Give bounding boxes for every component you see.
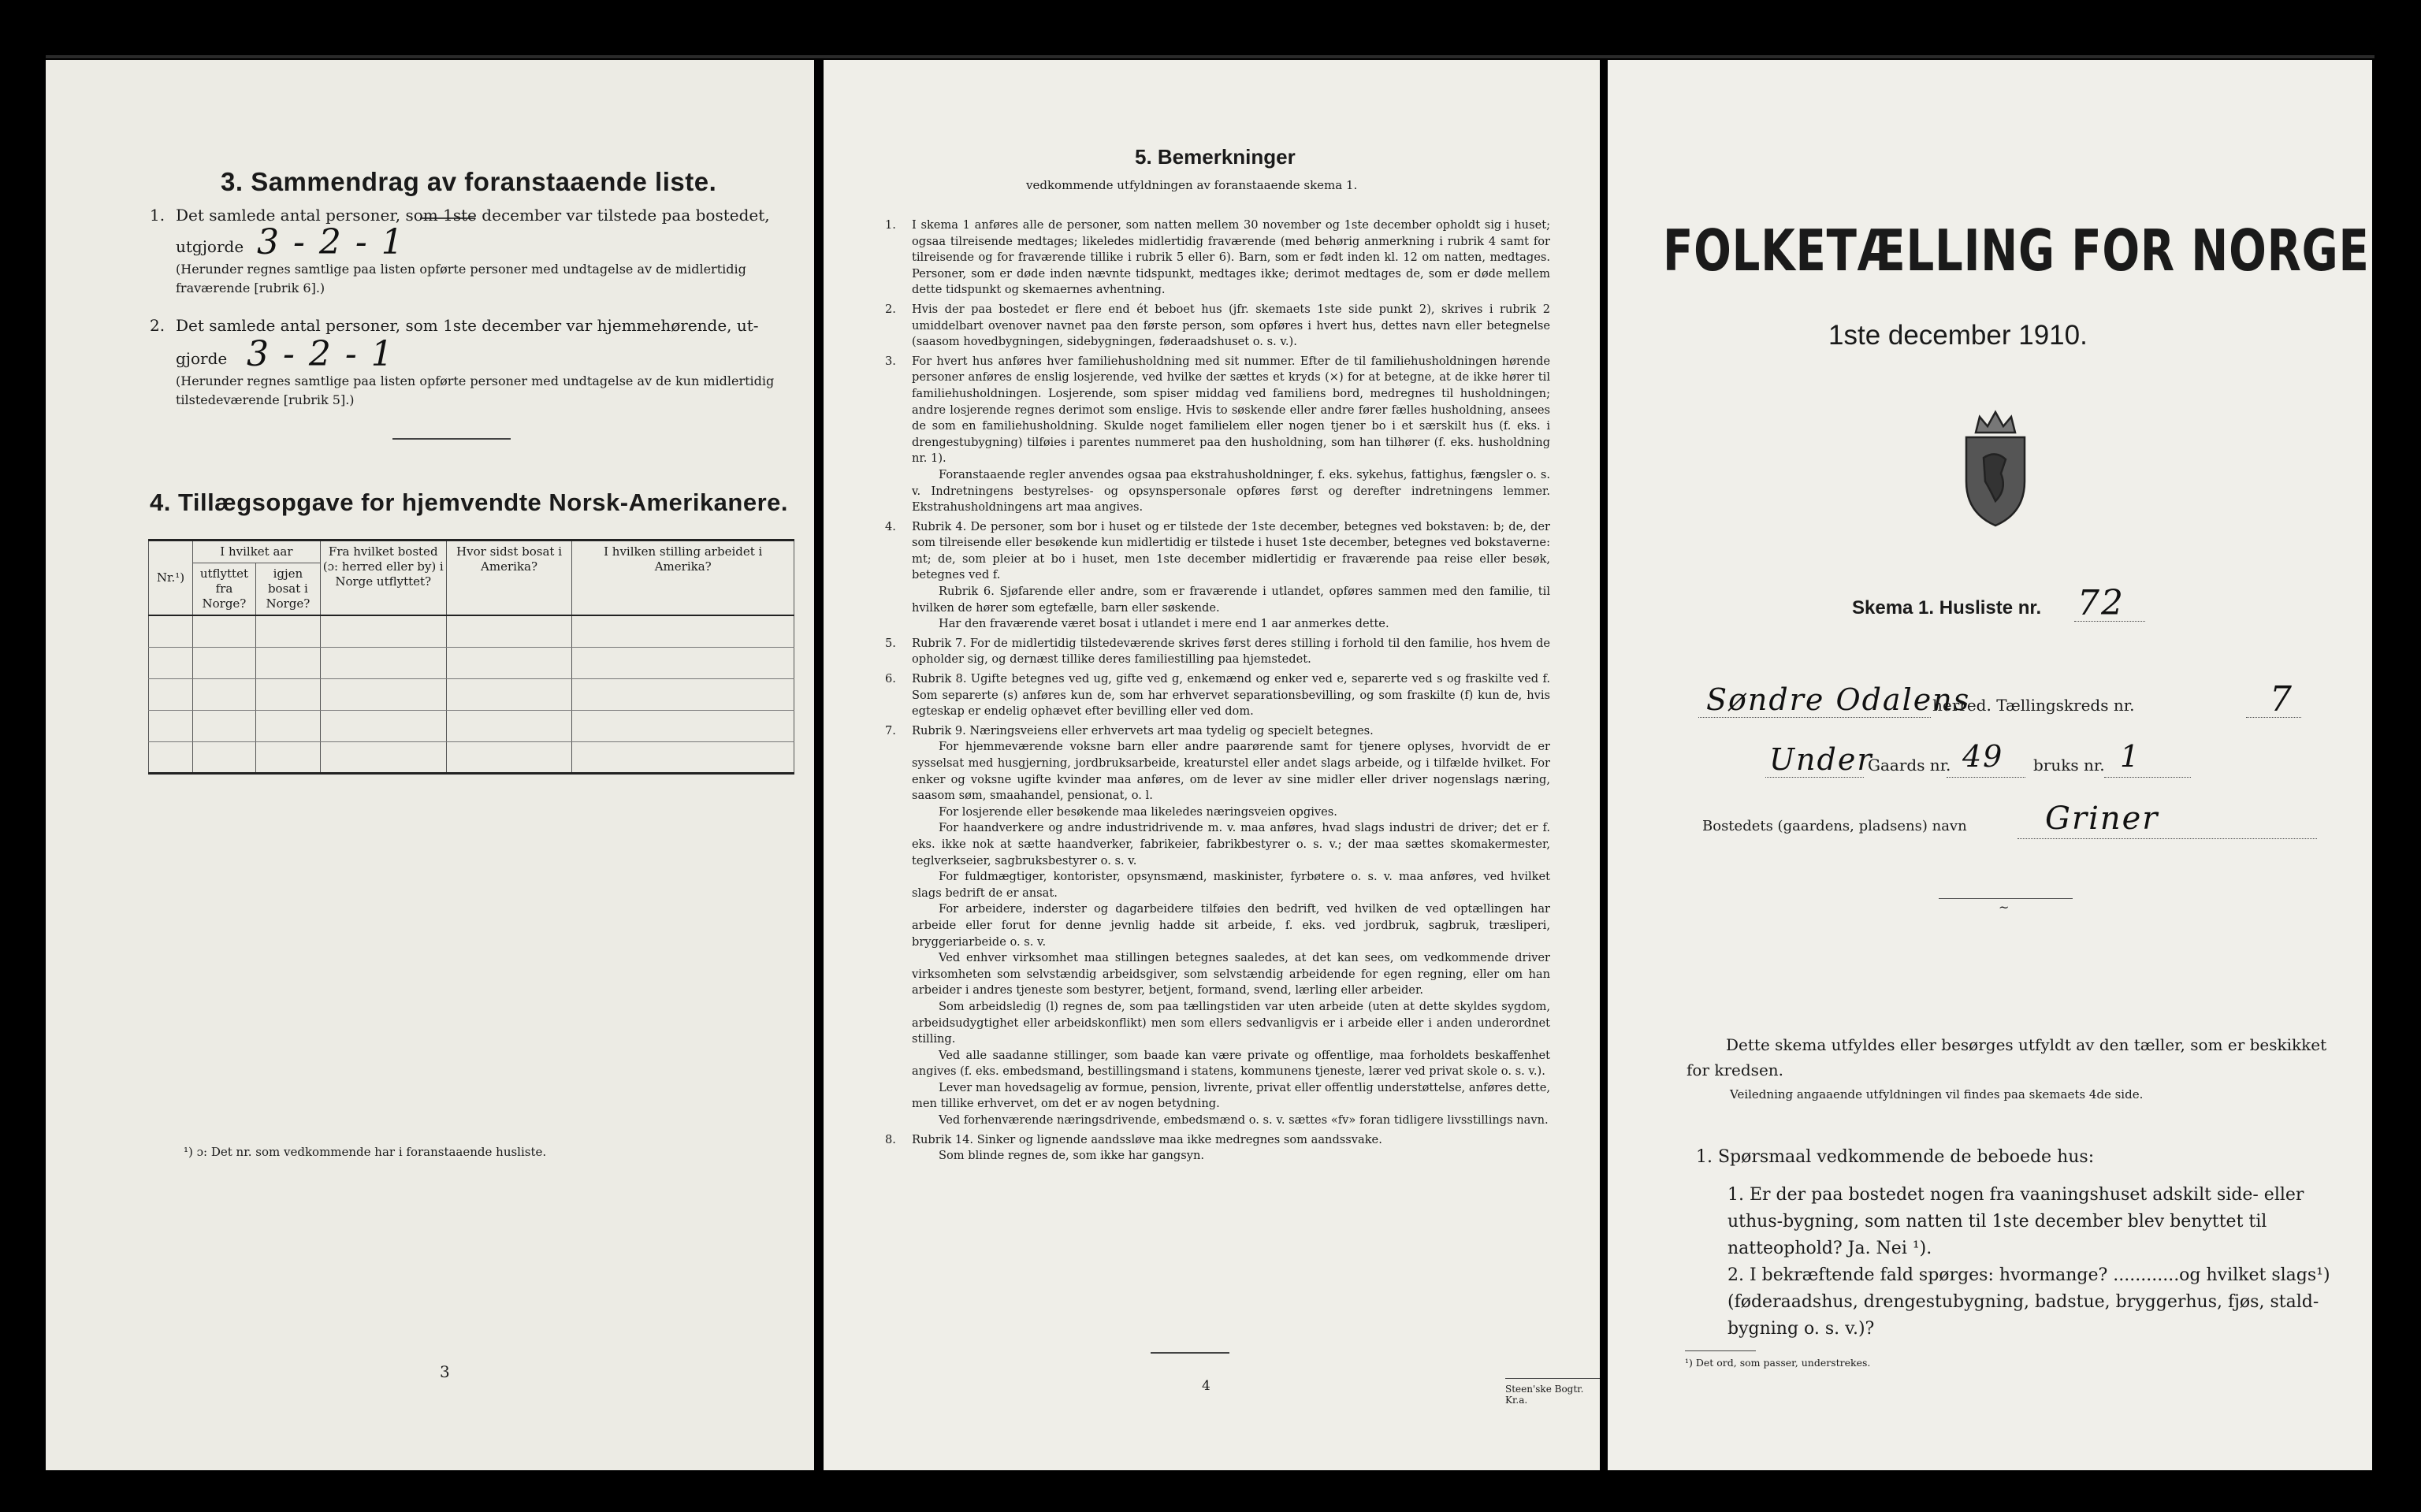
remark-item (885, 354, 1550, 467)
remark-item (885, 519, 1550, 584)
remark-text: For fuldmægtiger, kontorister, opsynsmænd, maskinister, fyrbøtere o. s. v. maa anføres, ved hvilket slags bedrift de er ansat. (912, 870, 1550, 900)
remark-text: Ved forhenværende næringsdrivende, embedsmænd o. s. v. sættes «fv» foran tidligere livsstillings navn. (939, 1113, 1549, 1127)
question-2: 2. I bekræftende fald spørges: hvormange? ............og hvilket slags¹) (føderaadshus, drengestubygning, badstue, bryggerhus, fjøs, stald-bygning o. s. v.)? (1727, 1265, 2330, 1339)
remark-number: 5. (885, 636, 896, 650)
bosted-label: Bostedets (gaardens, pladsens) navn (1702, 818, 1967, 834)
col-sidst-bosat: Hvor sidst bosat i Amerika? (446, 541, 572, 616)
page-right (1608, 60, 2372, 1470)
item2-gjorde: gjorde (176, 349, 228, 368)
husliste-number: 72 (2077, 583, 2125, 623)
remark-item (912, 869, 1550, 901)
top-edge-line (46, 55, 2375, 58)
remark-number: 4. (885, 519, 896, 533)
item1-note: (Herunder regnes samtlige paa listen opførte personer med undtagelse av de midlertidig fraværende [rubrik 6].) (176, 262, 746, 295)
item2-text: Det samlede antal personer, som 1ste december var hjemmehørende, ut- (176, 316, 759, 335)
bruks-number: 1 (2120, 739, 2141, 774)
remark-item (912, 999, 1550, 1048)
remark-text: Rubrik 7. For de midlertidig tilstedeværende skrives først deres stilling i forhold til den familie, hos hvem de opholder sig, og dernæst tillike deres familiestilling paa hjemstedet. (912, 636, 1550, 667)
bosted-line (2018, 838, 2317, 839)
remark-number: 6. (885, 672, 896, 686)
gaards-line (1947, 777, 2025, 778)
question-1: 1. Er der paa bostedet nogen fra vaaningshuset adskilt side- eller uthus-bygning, som natten til 1ste december blev benyttet til natteophold? Ja. Nei ¹). (1727, 1185, 2304, 1258)
remark-item (912, 1048, 1550, 1080)
census-date: 1ste december 1910. (1828, 320, 2088, 351)
remark-text: I skema 1 anføres alle de personer, som natten mellem 30 november og 1ste december opholdt sig i huset; ogsaa tilreisende medtages; likeledes midlertidig fraværende (med behørig anmerkning i rubrik 4 samt for tilreisende og for fraværende tillike i rubrik 5 eller 6). Barn, som er født inden kl. 12 om natten, medtages. Personer, som er døde inden nævnte tidspunkt, medtages ikke; derimot medtages de, som er døde mellem dette tidspunkt og skemaernes avhentning. (912, 218, 1550, 297)
divider (1939, 898, 2073, 899)
herred-label: herred. Tællingskreds nr. (1932, 696, 2135, 715)
remark-item (912, 1113, 1550, 1129)
remarks-list (885, 217, 1550, 1165)
intro-text: Dette skema utfyldes eller besørges utfyldt av den tæller, som er beskikket for kredsen. (1687, 1035, 2327, 1079)
remark-item (885, 217, 1550, 299)
page-number: 3 (440, 1362, 450, 1381)
remark-item (885, 1132, 1550, 1149)
remark-item (885, 723, 1550, 740)
remark-item (885, 302, 1550, 351)
remark-item (912, 820, 1550, 869)
page-left (46, 60, 814, 1470)
remark-item (912, 739, 1550, 804)
remark-text: Ved enhver virksomhet maa stillingen betegnes saaledes, at det kan sees, om vedkommende driver virksomheten som selvstændig arbeidsgiver, som selvstændig arbeidende for egen regning, eller om han arbeider i andres tjeneste som bestyrer, betjent, formand, svend, lærling eller arbeider. (912, 951, 1550, 997)
gaards-number: 49 (1962, 739, 2004, 774)
remark-text: Som blinde regnes de, som ikke har gangsyn. (939, 1149, 1204, 1163)
remark-text: For haandverkere og andre industridrivende m. v. maa anføres, hvad slags industri de driver; det er f. eks. ikke nok at sætte haandverker, fabrikeier, fabrikbestyrer o. s. v.; der maa sættes skomakermester, teglverkseier, sagbruksbestyrer o. s. v. (912, 821, 1550, 867)
coat-of-arms-icon (1952, 403, 2039, 529)
main-title: FOLKETÆLLING FOR NORGE (1663, 217, 2370, 284)
table-row (149, 741, 794, 773)
remark-text: Rubrik 9. Næringsveiens eller erhvervets art maa tydelig og specielt betegnes. (912, 723, 1374, 737)
husliste-line (2074, 621, 2145, 622)
skema-label: Skema 1. Husliste nr. (1852, 597, 2042, 619)
kreds-number: 7 (2270, 679, 2293, 719)
table-row (149, 647, 794, 678)
remark-item (912, 901, 1550, 950)
item2-number: 2. (150, 316, 165, 335)
remark-text: Rubrik 4. De personer, som bor i huset og er tilstede der 1ste december, betegnes ved bokstaven: b; de, der som tilreisende eller besøkende kun midlertidig er tilstede i huset 1ste december, betegnes ved bokstaverne: mt; de, som pleier at bo i huset, men 1ste december midlertidig er fraværende paa reise eller besøk, betegnes ved f. (912, 519, 1550, 582)
footnote: ¹) Det ord, som passer, understrekes. (1685, 1357, 1871, 1369)
divider (1151, 1352, 1229, 1354)
remark-item (912, 804, 1550, 821)
item1-handwritten-value: 3 - 2 - 1 (257, 222, 405, 262)
section-4-title: 4. Tillægsopgave for hjemvendte Norsk-Amerikanere. (150, 489, 789, 516)
gaard-handwritten: Under (1769, 742, 1873, 777)
herred-handwritten: Søndre Odalens (1706, 682, 1971, 717)
remark-item (912, 950, 1550, 999)
remark-text: Har den fraværende været bosat i utlandet i mere end 1 aar anmerkes dette. (939, 617, 1389, 631)
section-3-title: 3. Sammendrag av foranstaaende liste. (221, 167, 717, 196)
remark-item (912, 1148, 1550, 1165)
veiledning-text: Veiledning angaaende utfyldningen vil findes paa skemaets 4de side. (1730, 1087, 2144, 1101)
remark-item (912, 584, 1550, 616)
gaards-label: Gaards nr. (1868, 756, 1951, 775)
remark-item (912, 616, 1550, 633)
divider (1685, 1350, 1756, 1351)
remark-number: 8. (885, 1132, 896, 1146)
remark-text: Ved alle saadanne stillinger, som baade kan være private og offentlige, maa forholdets beskaffenhet angives (f. eks. embedsmand, bestillingsmand i statens, kommunens tjeneste, lærer ved privat skole o. s. v.). (912, 1048, 1550, 1079)
remark-text: Hvis der paa bostedet er flere end ét beboet hus (jfr. skemaets 1ste side punkt 2), skrives i rubrik 2 umiddelbart ovenover navnet paa den første person, som opføres i hvert hus, dettes navn eller betegnelse (saasom hovedbygningen, sidebygningen, føderaadshuset o. s. v.). (912, 302, 1550, 349)
remark-number: 7. (885, 723, 896, 737)
remark-number: 1. (885, 218, 896, 232)
remark-text: Lever man hovedsagelig av formue, pension, livrente, privat eller offentlig understøttelse, anføres dette, men tillike erhvervet, om det er av nogen betydning. (912, 1080, 1550, 1111)
remark-text: For losjerende eller besøkende maa likeledes næringsveien opgives. (939, 804, 1337, 819)
remark-text: For arbeidere, inderster og dagarbeidere tilføies den bedrift, ved hvilken de ved optællingen har arbeide eller forut for denne jevnlig hadde sit arbeide, f. eks. ved jordbruk, sagbruk, træsliperi, bryggeriarbeide o. s. v. (912, 902, 1550, 949)
questions-heading: 1. Spørsmaal vedkommende de beboede hus: (1696, 1147, 2095, 1167)
remark-text: For hvert hus anføres hver familiehusholdning med sit nummer. Efter de til familiehusholdningen hørende personer anføres de enslig losjerende, ved hvilke der sættes et kryds (×) for at betegne, at de ikke hører til familiehusholdningen. Losjerende, som spiser middag ved familiens bord, medregnes til husholdningen; andre losjerende regnes derimot som enslige. Hvis to søskende eller andre fører fælles husholdning, ansees de som en familiehusholdning. Skulde noget familielem eller nogen tjener bo i et særskilt hus (f. eks. i drengestubygning) tilføies i parentes nummeret paa den husholdning, som han tilhører (f. eks. husholdning nr. 1). (912, 354, 1550, 466)
page-middle (824, 60, 1600, 1470)
remark-text: For hjemmeværende voksne barn eller andre paarørende samt for tjenere oplyses, hvorvidt de er sysselsat med husgjerning, jordbruksarbeide, kreaturstel eller andet slags arbeide, og i tilfælde hvilket. For enker og voksne ugifte kvinder maa anføres, om de lever av sine midler eller driver nogenslags næring, saasom søm, smaahandel, pensionat, o. l. (912, 740, 1550, 803)
divider (392, 438, 511, 440)
col-utflyttet: utflyttet fra Norge? (192, 563, 255, 616)
remark-text: Rubrik 6. Sjøfarende eller andre, som er fraværende i utlandet, opføres sammen med den familie, til hvilken de hører som egtefælle, barn eller søskende. (912, 585, 1550, 615)
remark-number: 2. (885, 302, 896, 316)
remark-text: Som arbeidsledig (l) regnes de, som paa tællingstiden var uten arbeide (uten at dette skyldes sygdom, arbeidsudygtighet eller arbeidskonflikt) men som ellers sedvanligvis er i arbeide eller i anden underordnet stilling. (912, 999, 1550, 1046)
bruks-line (2104, 777, 2191, 778)
printer-mark: Steen'ske Bogtr. Kr.a. (1505, 1384, 1584, 1406)
remark-item (912, 1080, 1550, 1113)
herred-line (1698, 717, 1931, 718)
remarks-subtitle: vedkommende utfyldningen av foranstaaende skema 1. (1026, 178, 1358, 192)
remarks-title: 5. Bemerkninger (1135, 145, 1296, 169)
item2-handwritten-value: 3 - 2 - 1 (247, 334, 395, 374)
table-footnote: ¹) ɔ: Det nr. som vedkommende har i foranstaaende husliste. (184, 1145, 547, 1159)
remark-text: Rubrik 8. Ugifte betegnes ved ug, gifte ved g, enkemænd og enker ved e, separerte ved s og fraskilte ved f. Som separerte (s) anføres kun de, som har erhvervet separationsbevilling, og som fraskilte (f) kun de, hvis egteskap er endelig ophævet efter bevilling eller ved dom. (912, 672, 1550, 719)
remark-text: Rubrik 14. Sinker og lignende aandssløve maa ikke medregnes som aandssvake. (912, 1132, 1382, 1146)
col-igjen-bosat: igjen bosat i Norge? (255, 563, 320, 616)
remark-item (912, 467, 1550, 516)
col-fra-bosted: Fra hvilket bosted (ɔ: herred eller by) i Norge utflyttet? (320, 541, 446, 616)
table-row (149, 678, 794, 710)
col-nr: Nr.¹) (149, 541, 193, 616)
gaard-line (1765, 777, 1864, 778)
page-number: 4 (1202, 1378, 1210, 1394)
item2-note: (Herunder regnes samtlige paa listen opførte personer med undtagelse av de kun midlertidig tilstedeværende [rubrik 5].) (176, 373, 775, 407)
item1-number: 1. (150, 206, 165, 225)
table-row (149, 710, 794, 741)
ornament: ~ (1999, 900, 2010, 915)
bosted-handwritten: Griner (2045, 801, 2159, 837)
remark-item (885, 636, 1550, 668)
table-row (149, 615, 794, 647)
col-stilling: I hvilken stilling arbeidet i Amerika? (572, 541, 794, 616)
bruks-label: bruks nr. (2033, 756, 2105, 775)
remark-number: 3. (885, 354, 896, 368)
norsk-amerikanere-table (148, 539, 794, 775)
kreds-line (2246, 717, 2301, 718)
item1-utgjorde: utgjorde (176, 237, 244, 256)
col-group-aar: I hvilket aar (192, 541, 320, 563)
item1-text: Det samlede antal personer, som 1ste december var tilstede paa bostedet, (176, 206, 770, 225)
remark-item (885, 671, 1550, 720)
divider (1505, 1378, 1600, 1379)
remark-text: Foranstaaende regler anvendes ogsaa paa ekstrahusholdninger, f. eks. sykehus, fattighus, fængsler o. s. v. Indretningens bestyrelses- og opsynspersonale opføres først og derefter indretningens lemmer. Ekstrahusholdningens art maa angives. (912, 467, 1550, 515)
